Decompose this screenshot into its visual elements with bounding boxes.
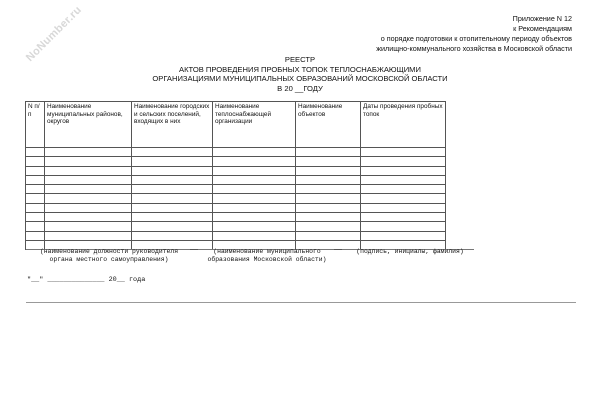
table-cell[interactable] <box>213 231 296 240</box>
table-cell[interactable] <box>296 231 361 240</box>
signature-caption-municipality <box>194 248 340 265</box>
table-cell[interactable] <box>132 222 213 231</box>
table-row <box>26 175 446 184</box>
table-cell[interactable] <box>213 148 296 157</box>
table-cell[interactable] <box>361 203 446 212</box>
table-cell[interactable] <box>213 213 296 222</box>
table-cell[interactable] <box>26 148 45 157</box>
table-cell[interactable] <box>296 157 361 166</box>
table-header-row <box>26 102 446 148</box>
caption-municipality-line-1: (наименование муниципального <box>213 248 321 255</box>
table-cell[interactable] <box>296 166 361 175</box>
table-cell[interactable] <box>361 157 446 166</box>
table-cell[interactable] <box>213 185 296 194</box>
table-cell[interactable] <box>26 166 45 175</box>
table-cell[interactable] <box>361 231 446 240</box>
table-row <box>26 231 446 240</box>
table-cell[interactable] <box>132 166 213 175</box>
table-cell[interactable] <box>45 222 132 231</box>
signature-caption-position <box>24 248 194 265</box>
table-row <box>26 203 446 212</box>
table-cell[interactable] <box>45 175 132 184</box>
title-line-3: ОРГАНИЗАЦИЯМИ МУНИЦИПАЛЬНЫХ ОБРАЗОВАНИЙ МОСКОВСКОЙ ОБЛАСТИ <box>152 74 448 84</box>
table-cell[interactable] <box>45 203 132 212</box>
table-cell[interactable] <box>132 175 213 184</box>
table-cell[interactable] <box>213 203 296 212</box>
table-cell[interactable] <box>132 231 213 240</box>
table-cell[interactable] <box>26 203 45 212</box>
table-cell[interactable] <box>26 185 45 194</box>
table-row <box>26 166 446 175</box>
watermark-text: NoNumber.ru <box>23 3 85 65</box>
table-cell[interactable] <box>361 222 446 231</box>
table-cell[interactable] <box>132 185 213 194</box>
table-row <box>26 213 446 222</box>
header-settlements: Наименование городских и сельских поселений, входящих в них <box>132 102 213 148</box>
table-cell[interactable] <box>296 185 361 194</box>
table-cell[interactable] <box>26 175 45 184</box>
table-cell[interactable] <box>213 175 296 184</box>
appendix-number: Приложение N 12 <box>512 14 572 23</box>
header-dates: Даты проведения пробных топок <box>361 102 446 148</box>
header-organization: Наименование теплоснабжающей организации <box>213 102 296 148</box>
table-cell[interactable] <box>361 213 446 222</box>
table-cell[interactable] <box>26 157 45 166</box>
table-row <box>26 157 446 166</box>
table-body <box>26 148 446 250</box>
table-cell[interactable] <box>296 148 361 157</box>
table-cell[interactable] <box>45 185 132 194</box>
table-cell[interactable] <box>132 157 213 166</box>
table-row <box>26 185 446 194</box>
table-cell[interactable] <box>26 231 45 240</box>
date-line: "__" ______________ 20__ года <box>27 276 146 284</box>
table-cell[interactable] <box>132 148 213 157</box>
table-cell[interactable] <box>45 157 132 166</box>
table-cell[interactable] <box>213 222 296 231</box>
table-cell[interactable] <box>296 203 361 212</box>
table-cell[interactable] <box>132 213 213 222</box>
table-cell[interactable] <box>26 222 45 231</box>
table-cell[interactable] <box>26 213 45 222</box>
table-cell[interactable] <box>132 203 213 212</box>
caption-signature-line-1: (подпись, инициалы, фамилия) <box>356 248 464 255</box>
table-cell[interactable] <box>213 194 296 203</box>
table-cell[interactable] <box>213 157 296 166</box>
table-cell[interactable] <box>45 194 132 203</box>
table-cell[interactable] <box>296 175 361 184</box>
table-row <box>26 222 446 231</box>
title-line-4: В 20 __ГОДУ <box>277 83 323 93</box>
signature-caption-signature <box>340 248 480 256</box>
appendix-reference: к Рекомендациям <box>513 24 572 33</box>
table-cell[interactable] <box>45 213 132 222</box>
title-line-2: АКТОВ ПРОВЕДЕНИЯ ПРОБНЫХ ТОПОК ТЕПЛОСНАБЖАЮЩИМИ <box>179 64 421 74</box>
document-title <box>100 55 500 93</box>
appendix-subject-2: жилищно-коммунального хозяйства в Московской области <box>376 44 572 53</box>
table-cell[interactable] <box>361 185 446 194</box>
caption-position-line-2: органа местного самоуправления) <box>49 256 169 264</box>
header-districts: Наименование муниципальных районов, округов <box>45 102 132 148</box>
table-cell[interactable] <box>132 194 213 203</box>
table-cell[interactable] <box>361 148 446 157</box>
table-cell[interactable] <box>45 231 132 240</box>
caption-position-line-1: (наименование должности руководителя <box>39 248 179 255</box>
table-row <box>26 148 446 157</box>
table-cell[interactable] <box>361 166 446 175</box>
title-line-1: РЕЕСТР <box>284 55 316 64</box>
table-cell[interactable] <box>45 148 132 157</box>
table-cell[interactable] <box>361 175 446 184</box>
table-cell[interactable] <box>296 213 361 222</box>
table-cell[interactable] <box>45 166 132 175</box>
table-cell[interactable] <box>26 194 45 203</box>
table-cell[interactable] <box>296 194 361 203</box>
caption-municipality-line-2: образования Московской области) <box>207 256 327 264</box>
header-number: N п/п <box>26 102 45 148</box>
appendix-header <box>272 14 572 54</box>
table-row <box>26 194 446 203</box>
appendix-subject-1: о порядке подготовки к отопительному периоду объектов <box>380 34 572 43</box>
table-cell[interactable] <box>361 194 446 203</box>
bottom-divider <box>26 302 576 303</box>
table-cell[interactable] <box>296 222 361 231</box>
table-cell[interactable] <box>213 166 296 175</box>
header-objects: Наименование объектов <box>296 102 361 148</box>
registry-table <box>25 101 446 250</box>
